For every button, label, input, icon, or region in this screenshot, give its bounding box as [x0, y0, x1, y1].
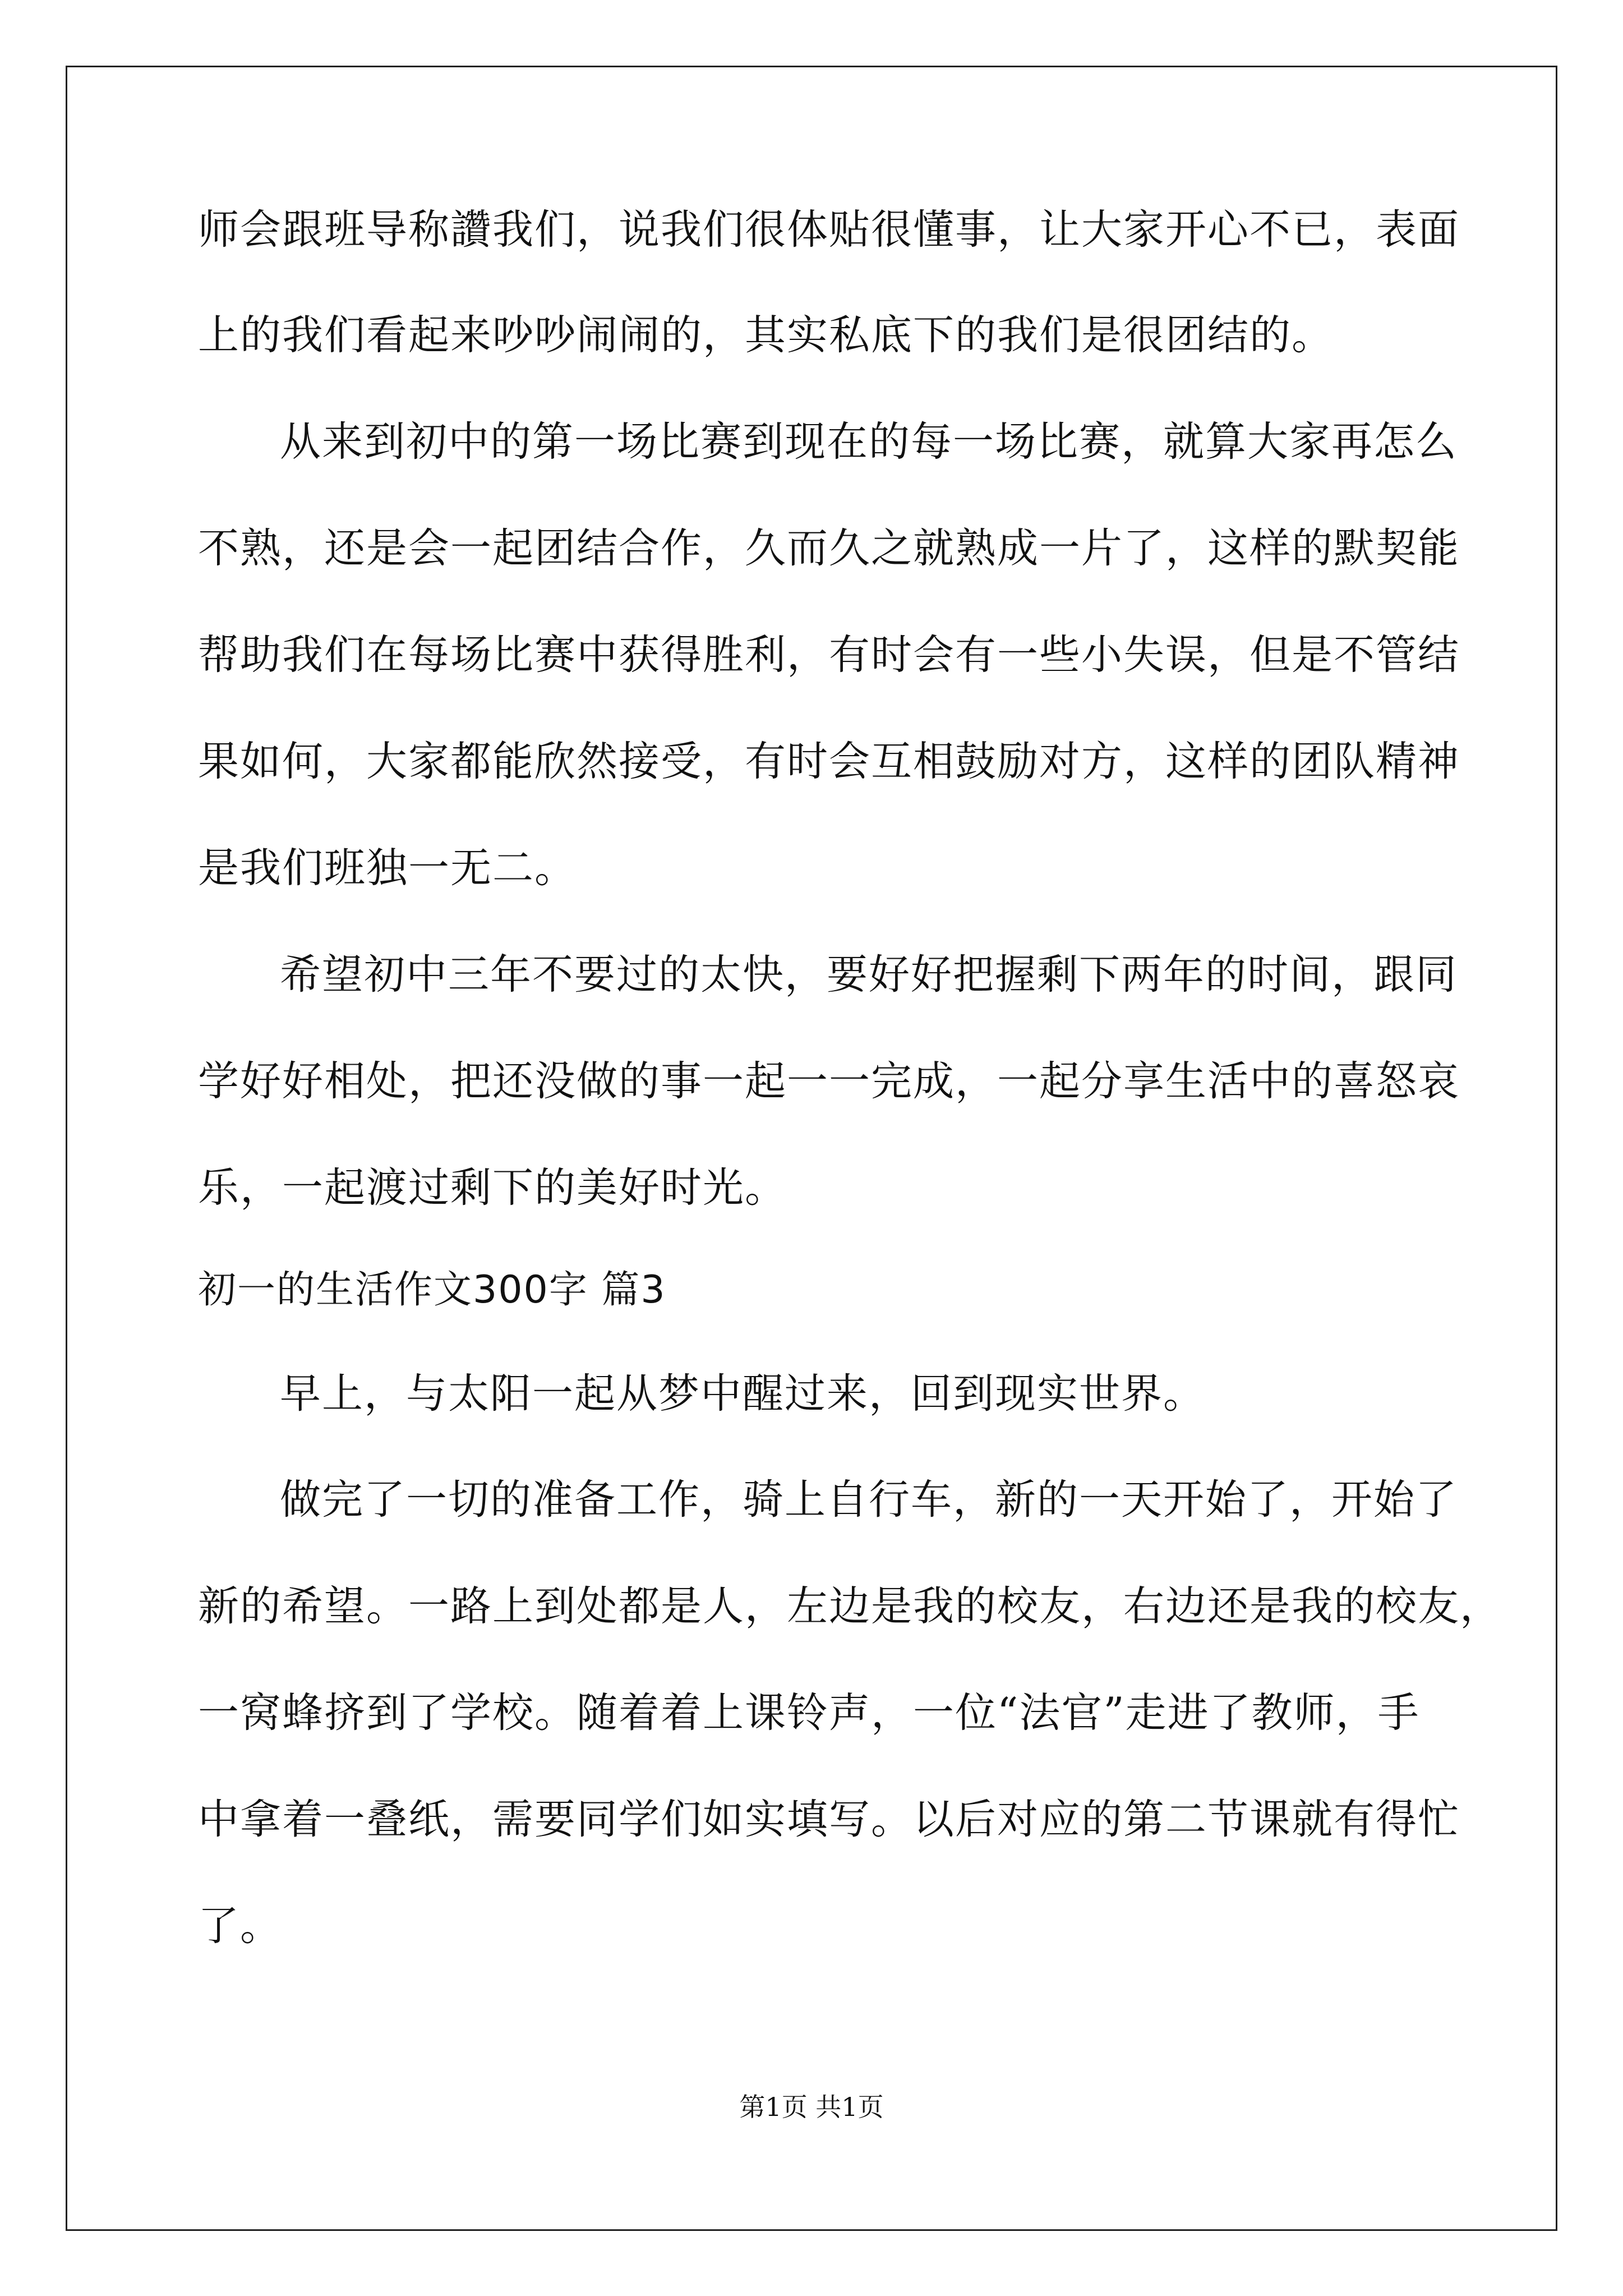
text-line: 了。 — [198, 1902, 282, 1950]
section-heading: 初一的生活作文300字 篇3 — [198, 1268, 666, 1312]
text-line: 上的我们看起来吵吵闹闹的，其实私底下的我们是很团结的。 — [198, 311, 1334, 359]
text-line: 不熟，还是会一起团结合作，久而久之就熟成一片了，这样的默契能 — [198, 524, 1460, 572]
text-line: 学好好相处，把还没做的事一起一一完成，一起分享生活中的喜怒哀 — [198, 1057, 1460, 1105]
text-line: 是我们班独一无二。 — [198, 844, 577, 892]
text-line: 一窝蜂挤到了学校。随着着上课铃声，一位“法官”走进了教师，手 — [198, 1689, 1420, 1737]
text-line: 新的希望。一路上到处都是人，左边是我的校友，右边还是我的校友， — [198, 1582, 1502, 1630]
page-border — [66, 66, 1557, 2231]
paragraph-start-line: 从来到初中的第一场比赛到现在的每一场比赛，就算大家再怎么 — [280, 418, 1458, 466]
page-number-footer: 第1页 共1页 — [739, 2092, 884, 2122]
text-line: 帮助我们在每场比赛中获得胜利，有时会有一些小失误，但是不管结 — [198, 631, 1460, 679]
text-line: 乐，一起渡过剩下的美好时光。 — [198, 1164, 787, 1212]
text-line: 果如何，大家都能欣然接受，有时会互相鼓励对方，这样的团队精神 — [198, 738, 1460, 785]
paragraph-start-line: 做完了一切的准备工作，骑上自行车，新的一天开始了，开始了 — [280, 1476, 1458, 1524]
paragraph-start-line: 早上，与太阳一起从梦中醒过来，回到现实世界。 — [280, 1370, 1205, 1418]
text-line: 中拿着一叠纸，需要同学们如实填写。以后对应的第二节课就有得忙 — [198, 1796, 1460, 1843]
paragraph-start-line: 希望初中三年不要过的太快，要好好把握剩下两年的时间，跟同 — [280, 951, 1458, 999]
text-line: 师会跟班导称讚我们，说我们很体贴很懂事，让大家开心不已，表面 — [198, 206, 1460, 254]
